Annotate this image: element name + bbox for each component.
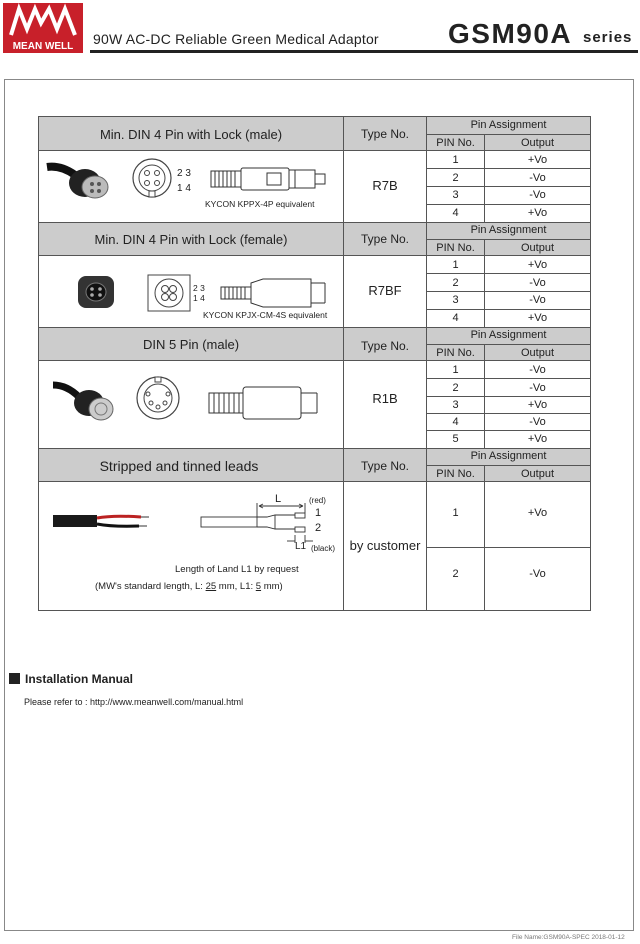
- standard-length-mid: mm, L1:: [216, 581, 256, 592]
- pin-output: -Vo: [529, 277, 546, 289]
- din4-female-jack-photo: [77, 275, 115, 309]
- pin-number: 1: [452, 154, 459, 166]
- pin-output: -Vo: [529, 172, 546, 184]
- din5-pinout-drawing: [135, 375, 181, 421]
- installation-manual-heading: Installation Manual: [25, 672, 134, 686]
- din4-male-connector-drawing: [209, 167, 329, 193]
- red-wire-label: (red): [309, 496, 326, 505]
- model-name: GSM90A: [448, 18, 573, 49]
- standard-length-suffix: mm): [261, 581, 283, 592]
- pin-label-top: 2 3: [193, 283, 205, 293]
- row-divider: [39, 255, 590, 256]
- pin-number: 4: [452, 416, 459, 428]
- output-label: Output: [520, 347, 555, 359]
- pin-output: +Vo: [527, 259, 548, 271]
- pin-output: -Vo: [529, 382, 546, 394]
- row-divider: [426, 344, 590, 345]
- pin-assignment-label: Pin Assignment: [470, 119, 547, 131]
- row-divider: [426, 465, 590, 466]
- dim-L-label: L: [275, 493, 282, 505]
- type-value: R1B: [372, 391, 398, 406]
- row-divider: [39, 481, 590, 482]
- pin-assignment-label: Pin Assignment: [470, 450, 547, 462]
- row-divider: [426, 273, 590, 274]
- pin-number: 2: [452, 172, 459, 184]
- pin-assignment-table: [38, 116, 591, 611]
- pin-output: +Vo: [527, 399, 548, 411]
- pin-no-label: PIN No.: [436, 468, 475, 480]
- output-label: Output: [520, 468, 555, 480]
- model-suffix: series: [583, 29, 633, 46]
- row-divider: [426, 430, 590, 431]
- lead-2-label: 2: [315, 522, 322, 534]
- pin-number: 5: [452, 433, 459, 445]
- section-bullet-icon: [9, 673, 20, 684]
- pin-number: 3: [452, 189, 459, 201]
- type-no-label: Type No.: [360, 459, 410, 473]
- din4-male-pinout-drawing: [131, 157, 173, 199]
- pin-number: 4: [452, 312, 459, 324]
- standard-length-prefix: (MW's standard length, L:: [95, 581, 206, 592]
- lead-1-label: 1: [315, 507, 322, 519]
- pin-output: +Vo: [527, 207, 548, 219]
- type-no-label: Type No.: [360, 339, 410, 353]
- din5-male-plug-photo: [53, 379, 119, 425]
- row-divider: [426, 547, 590, 548]
- row-divider: [426, 378, 590, 379]
- row-divider: [426, 396, 590, 397]
- connector-equivalent-note: KYCON KPPX-4P equivalent: [205, 199, 315, 209]
- pin-number: 3: [452, 399, 459, 411]
- pin-number: 4: [452, 207, 459, 219]
- section-title: DIN 5 Pin (male): [142, 337, 240, 352]
- meanwell-logo: [3, 3, 83, 53]
- pin-output: -Vo: [529, 416, 546, 428]
- row-divider: [426, 291, 590, 292]
- lead-wire-photo: [53, 509, 153, 533]
- row-divider: [426, 239, 590, 240]
- pin-output: -Vo: [529, 189, 546, 201]
- pin-number: 1: [452, 259, 459, 271]
- svg-text:MEAN WELL: MEAN WELL: [12, 41, 74, 52]
- standard-length-note: [95, 581, 283, 592]
- length-note: Length of Land L1 by request: [175, 564, 299, 575]
- pin-number: 3: [452, 294, 459, 306]
- pin-output: +Vo: [527, 507, 548, 519]
- din5-connector-drawing: [207, 387, 321, 419]
- din4-female-pinout-drawing: [147, 274, 191, 312]
- din4-male-plug-photo: [47, 159, 119, 209]
- pin-no-label: PIN No.: [436, 137, 475, 149]
- pin-number: 2: [452, 568, 459, 580]
- section-title: Stripped and tinned leads: [99, 458, 259, 474]
- pin-number: 2: [452, 382, 459, 394]
- pin-label-top: 2 3: [177, 168, 191, 179]
- pin-output: +Vo: [527, 312, 548, 324]
- row-divider: [426, 309, 590, 310]
- file-name-footer: File Name:GSM90A-SPEC 2018-01-12: [512, 934, 625, 941]
- pin-assignment-label: Pin Assignment: [470, 224, 547, 236]
- type-value: R7BF: [368, 283, 402, 298]
- black-wire-label: (black): [311, 544, 336, 553]
- pin-number: 1: [452, 364, 459, 376]
- manual-link[interactable]: Please refer to : http://www.meanwell.com/manual.html: [24, 697, 244, 707]
- pin-no-label: PIN No.: [436, 242, 475, 254]
- pin-number: 1: [452, 507, 459, 519]
- type-value: R7B: [372, 178, 398, 193]
- row-divider: [426, 134, 590, 135]
- pin-output: -Vo: [529, 294, 546, 306]
- row-divider: [39, 327, 590, 328]
- section-title: Min. DIN 4 Pin with Lock (male): [99, 127, 283, 142]
- col-divider: [484, 465, 485, 610]
- header-divider: [90, 50, 638, 53]
- type-no-label: Type No.: [360, 127, 410, 141]
- row-divider: [39, 222, 590, 223]
- pin-output: +Vo: [527, 154, 548, 166]
- output-label: Output: [520, 137, 555, 149]
- product-subtitle: 90W AC-DC Reliable Green Medical Adaptor: [93, 31, 379, 47]
- output-label: Output: [520, 242, 555, 254]
- connector-equivalent-note: KYCON KPJX-CM-4S equivalent: [203, 310, 328, 320]
- row-divider: [426, 186, 590, 187]
- din4-female-connector-drawing: [219, 275, 329, 311]
- L1-value: 5: [255, 581, 262, 592]
- pin-number: 2: [452, 277, 459, 289]
- row-divider: [426, 204, 590, 205]
- pin-label-bottom: 1 4: [193, 293, 205, 303]
- row-divider: [39, 448, 590, 449]
- logo-mark: [3, 3, 83, 53]
- row-divider: [426, 168, 590, 169]
- pin-output: +Vo: [527, 433, 548, 445]
- type-value: by customer: [349, 538, 421, 553]
- dim-L1-label: L1: [295, 541, 307, 552]
- L-value: 25: [205, 581, 217, 592]
- row-divider: [39, 150, 590, 151]
- pin-label-bottom: 1 4: [177, 183, 191, 194]
- type-no-label: Type No.: [360, 232, 410, 246]
- pin-output: -Vo: [529, 364, 546, 376]
- pin-output: -Vo: [529, 568, 546, 580]
- pin-assignment-label: Pin Assignment: [470, 329, 547, 341]
- section-title: Min. DIN 4 Pin with Lock (female): [94, 232, 288, 247]
- pin-no-label: PIN No.: [436, 347, 475, 359]
- row-divider: [39, 360, 590, 361]
- row-divider: [426, 413, 590, 414]
